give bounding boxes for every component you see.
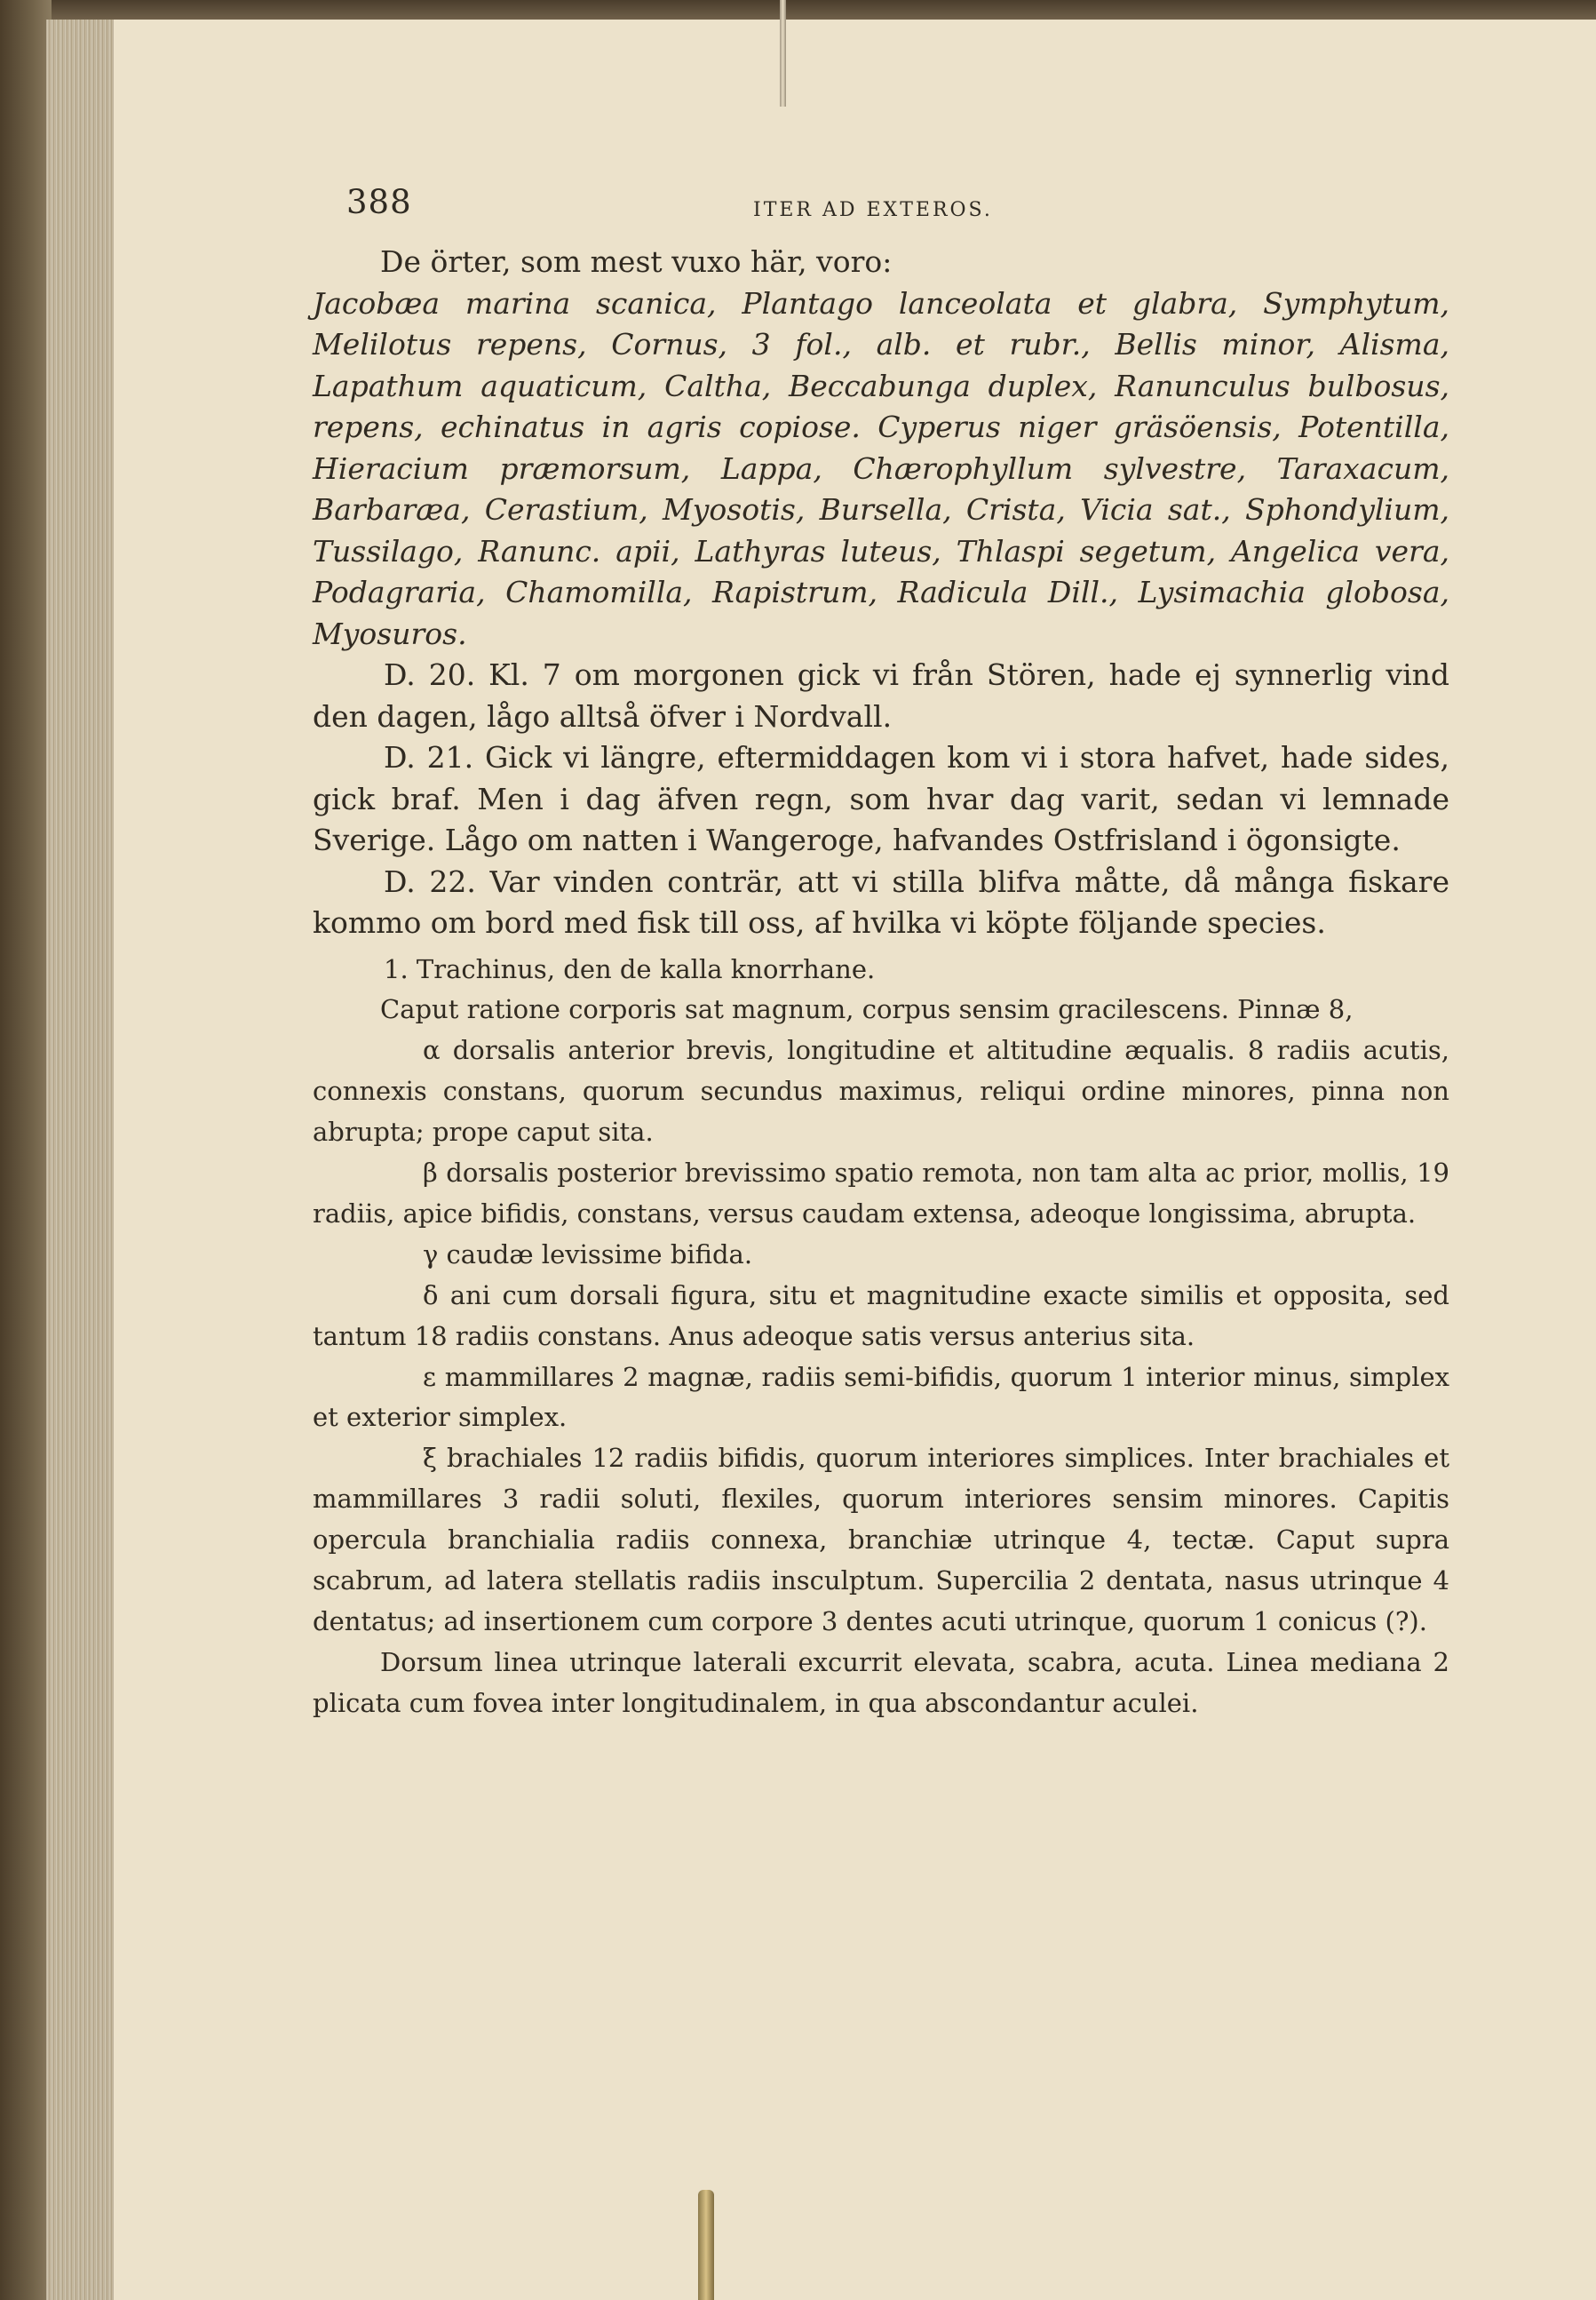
- bookmark-thread: [780, 0, 786, 107]
- fin-delta: δ ani cum dorsali figura, situ et magnitudine exacte similis et opposita, sed tantum 18 radiis constans. Anus adeoque satis versus anterius sita.: [313, 1279, 1449, 1351]
- diary-entry-20: D. 20. Kl. 7 om morgonen gick vi från Stören, hade ej synnerlig vind den dagen, lågo alltså öfver i Nordvall.: [313, 657, 1449, 734]
- fin-xi: ξ brachiales 12 radiis bifidis, quorum interiores simplices. Inter brachiales et mammillares 3 radii soluti, flexiles, quorum interiores sensim minores. Capitis opercula branchialia radiis connexa, branchiæ utrinque 4, tectæ. Caput supra scabrum, ad latera stellatis radiis insculptum. Supercilia 2 dentata, nasus utrinque 4 dentatus; ad insertionem cum corpore 3 dentes acuti utrinque, quorum 1 conicus (?).: [313, 1443, 1449, 1636]
- dorsum-description: Dorsum linea utrinque laterali excurrit elevata, scabra, acuta. Linea mediana 2 plicata cum fovea inter longitudinalem, in qua abscondantur aculei.: [313, 1646, 1449, 1718]
- page-text: [313, 242, 1449, 1724]
- book-cover-edge: [0, 0, 52, 2300]
- running-head: [0, 183, 1596, 236]
- fin-beta: β dorsalis posterior brevissimo spatio remota, non tam alta ac prior, mollis, 19 radiis, apice bifidis, constans, versus caudam extensa, adeoque longissima, abrupta.: [313, 1158, 1449, 1229]
- fin-epsilon: ε mammillares 2 magnæ, radiis semi-bifidis, quorum 1 interior minus, simplex et exterior simplex.: [313, 1361, 1449, 1433]
- fin-alpha: α dorsalis anterior brevis, longitudine et altitudine æqualis. 8 radiis acutis, connexis constans, quorum secundus maximus, reliqui ordine minores, pinna non abrupta; prope caput sita.: [313, 1035, 1449, 1148]
- diary-entry-22: D. 22. Var vinden conträr, att vi stilla blifva måtte, då många fiskare kommo om bord med fisk till oss, af hvilka vi köpte följande species.: [313, 863, 1449, 940]
- intro-line: De örter, som mest vuxo här, voro:: [380, 244, 893, 279]
- fin-gamma: γ caudæ levissime bifida.: [423, 1238, 753, 1269]
- diary-entry-21: D. 21. Gick vi längre, eftermiddagen kom vi i stora hafvet, hade sides, gick braf. Men i dag äfven regn, som hvar dag varit, sedan vi lemnade Sverige. Lågo om natten i Wangeroge, hafvandes Ostfrisland i ögonsigte.: [313, 740, 1449, 857]
- running-title: ITER AD EXTEROS.: [753, 199, 993, 221]
- species-heading: 1. Trachinus, den de kalla knorrhane.: [384, 953, 876, 984]
- page-number: 388: [346, 183, 412, 221]
- page-edges: [46, 20, 117, 2300]
- bookmark-ribbon: [698, 2190, 714, 2300]
- description-intro: Caput ratione corporis sat magnum, corpus sensim gracilescens. Pinnæ 8,: [380, 994, 1354, 1025]
- plant-list: Jacobæa marina scanica, Plantago lanceolata et glabra, Symphytum, Melilotus repens, Cornus, 3 fol., alb. et rubr., Bellis minor, Alisma, Lapathum aquaticum, Caltha, Beccabunga duplex, Ranunculus bulbosus, repens, echinatus in agris copiose. Cyperus niger gräsöensis, Potentilla, Hieracium præmorsum, Lappa, Chærophyllum sylvestre, Taraxacum, Barbaræa, Cerastium, Myosotis, Bursella, Crista, Vicia sat., Sphondylium, Tussilago, Ranunc. apii, Lathyras luteus, Thlaspi segetum, Angelica vera, Podagraria, Chamomilla, Rapistrum, Radicula Dill., Lysimachia globosa, Myosuros.: [313, 285, 1449, 651]
